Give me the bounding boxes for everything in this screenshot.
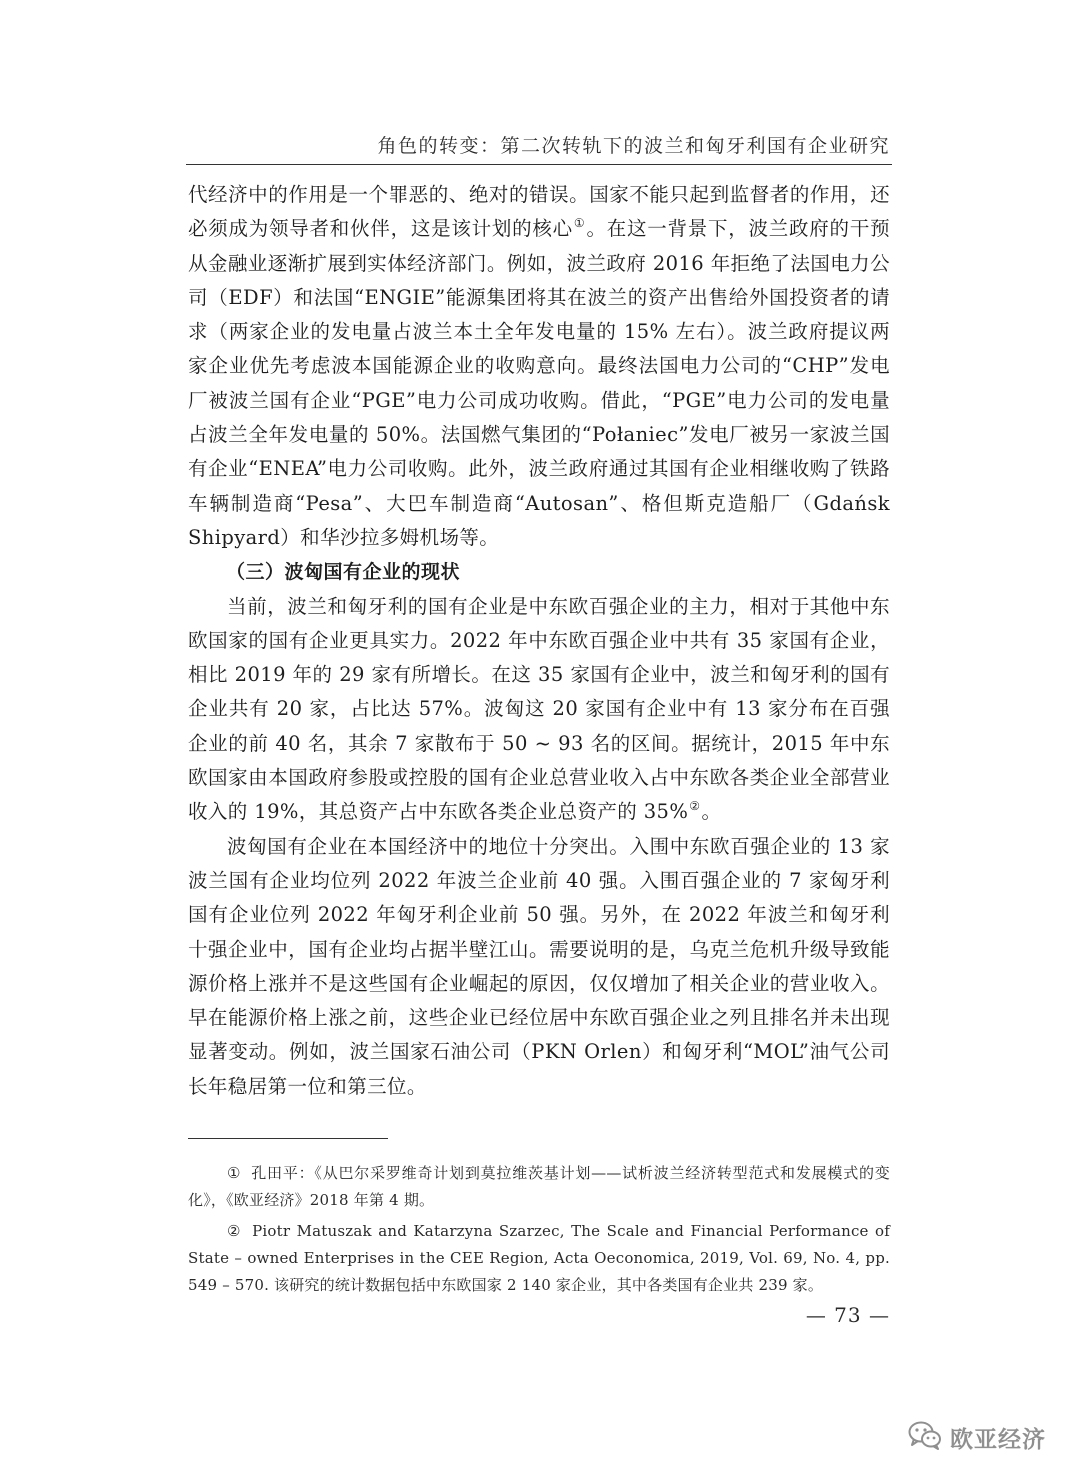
footnote-ref-2[interactable]: ② (689, 799, 701, 814)
main-text (188, 178, 890, 1104)
paragraph-2-text-b: 。 (701, 800, 722, 824)
watermark-text: 欧亚经济 (950, 1426, 1046, 1453)
paragraph-1-text-b: 。在这一背景下，波兰政府的干预从金融业逐渐扩展到实体经济部门。例如，波兰政府 2016 年拒绝了法国电力公司（EDF）和法国“ENGIE”能源集团将其在波兰的资产出售给外国投资者的请求（两家企业的发电量占波兰本土全年发电量的 15% 左右）。波兰政府提议两家企业优先考虑波本国能源企业的收购意向。最终法国电力公司的“CHP”发电厂被波兰国有企业“PGE”电力公司成功收购。借此，“PGE”电力公司的发电量占波兰全年发电量的 50%。法国燃气集团的“Połaniec”发电厂被另一家波兰国有企业“ENEA”电力公司收购。此外，波兰政府通过其国有企业相继收购了铁路车辆制造商“Pesa”、大巴车制造商“Autosan”、格但斯克造船厂（Gdańsk Shipyard）和华沙拉多姆机场等。 (188, 217, 890, 549)
section-heading: （三）波匈国有企业的现状 (226, 561, 461, 584)
footnote-divider (188, 1138, 388, 1139)
page-number: — 73 — (805, 1303, 890, 1327)
footnote-2-text: Piotr Matuszak and Katarzyna Szarzec, The Scale and Financial Performance of State – owned Enterprises in the CEE Region, Acta Oeconomica, 2019, Vol. 69, No. 4, pp. 549 – 570. 该研究的统计数据包括中东欧国家 2 140 家企业，其中各类国有企业共 239 家。 (188, 1222, 890, 1294)
paragraph-2 (188, 590, 890, 830)
paragraph-1 (188, 178, 890, 555)
watermark (908, 1420, 1046, 1454)
footnote-1-mark: ① (227, 1164, 242, 1182)
footnote-ref-1[interactable]: ① (573, 216, 586, 231)
footnote-2 (188, 1218, 890, 1299)
footnote-1-text: 孔田平：《从巴尔采罗维奇计划到莫拉维茨基计划——试析波兰经济转型范式和发展模式的变化》，《欧亚经济》2018 年第 4 期。 (188, 1164, 890, 1209)
footnotes (188, 1160, 890, 1303)
paragraph-1-text-a: 代经济中的作用是一个罪恶的、绝对的错误。国家不能只起到监督者的作用，还必须成为领导者和伙伴，这是该计划的核心 (188, 183, 890, 241)
header-divider (186, 164, 892, 165)
footnote-2-mark: ② (227, 1222, 243, 1240)
wechat-icon (908, 1420, 942, 1454)
footnote-1 (188, 1160, 890, 1214)
running-header: 角色的转变：第二次转轨下的波兰和匈牙利国有企业研究 (377, 135, 890, 157)
paragraph-3: 波匈国有企业在本国经济中的地位十分突出。入围中东欧百强企业的 13 家波兰国有企业均位列 2022 年波兰企业前 40 强。入围百强企业的 7 家匈牙利国有企业位列 2022 年匈牙利企业前 50 强。另外，在 2022 年波兰和匈牙利十强企业中，国有企业均占据半壁江山。需要说明的是，乌克兰危机升级导致能源价格上涨并不是这些国有企业崛起的原因，仅仅增加了相关企业的营业收入。早在能源价格上涨之前，这些企业已经位居中东欧百强企业之列且排名并未出现显著变动。例如，波兰国家石油公司（PKN Orlen）和匈牙利“MOL”油气公司长年稳居第一位和第三位。 (188, 834, 890, 1098)
paragraph-2-text-a: 当前，波兰和匈牙利的国有企业是中东欧百强企业的主力，相对于其他中东欧国家的国有企业更具实力。2022 年中东欧百强企业中共有 35 家国有企业，相比 2019 年的 29 家有所增长。在这 35 家国有企业中，波兰和匈牙利的国有企业共有 20 家，占比达 57%。波匈这 20 家国有企业中有 13 家分布在百强企业的前 40 名，其余 7 家散布于 50 ~ 93 名的区间。据统计，2015 年中东欧国家由本国政府参股或控股的国有企业总营业收入占中东欧各类企业全部营业收入的 19%，其总资产占中东欧各类企业总资产的 35% (188, 594, 890, 824)
